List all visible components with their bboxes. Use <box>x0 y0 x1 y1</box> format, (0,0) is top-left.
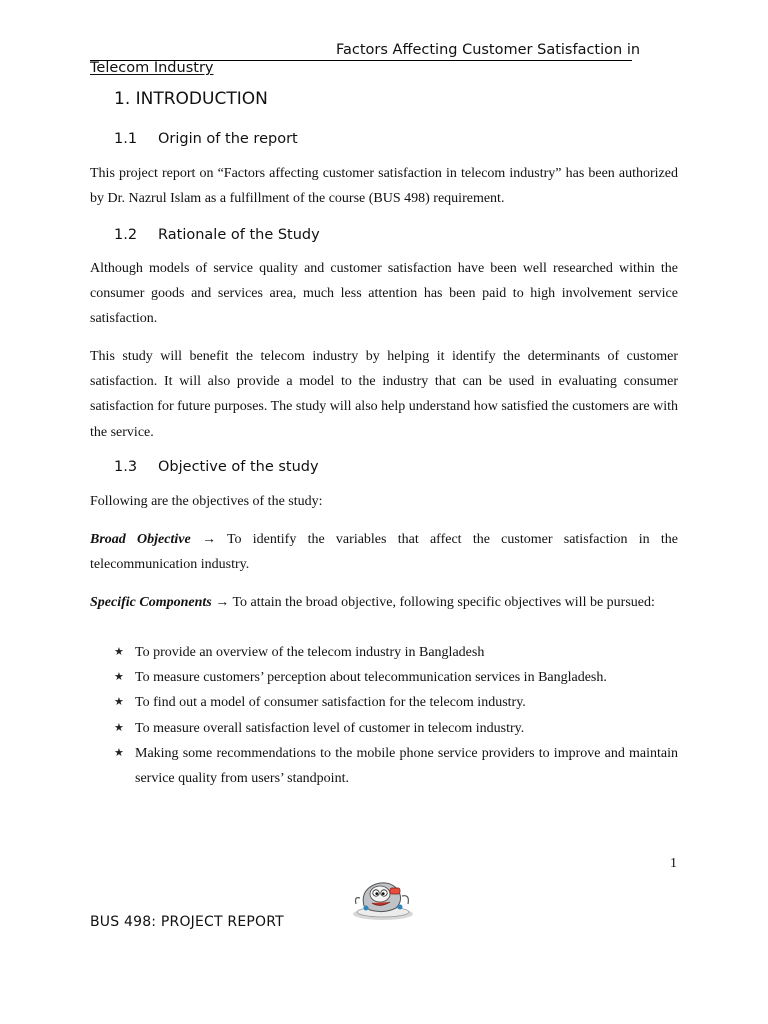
star-bullet-icon: ★ <box>114 646 124 658</box>
specific-components-text: → To attain the broad objective, following specific objectives will be pursued: <box>215 595 655 610</box>
paragraph-origin: This project report on “Factors affecting customer satisfaction in telecom industry” has been authorized by Dr. Nazrul Islam as a fulfillment of the course (BUS 498) requirement. <box>90 166 678 207</box>
star-bullet-icon: ★ <box>114 746 124 759</box>
telephone-mascot-icon <box>350 876 416 922</box>
running-header-line2: Telecom Industry <box>90 60 214 76</box>
paragraph-specific-components <box>90 590 678 615</box>
subsection-title: Origin of the report <box>158 131 298 147</box>
list-item <box>114 741 678 791</box>
subsection-title: Objective of the study <box>158 459 319 475</box>
list-item-text: To find out a model of consumer satisfaction for the telecom industry. <box>135 695 526 711</box>
subsection-heading-objective <box>114 459 319 475</box>
paragraph-rationale-2: This study will benefit the telecom industry by helping it identify the determinants of customer satisfaction. It will also provide a model to the industry that can be used in evaluating consumer satisfaction for future purposes. The study will also help understand how satisfied the customers are with the service. <box>90 349 678 440</box>
list-item-text: To measure overall satisfaction level of customer in telecom industry. <box>135 720 525 736</box>
star-bullet-icon: ★ <box>114 721 124 734</box>
running-header-line1: Factors Affecting Customer Satisfaction in <box>336 42 641 58</box>
paragraph-objectives-intro: Following are the objectives of the study: <box>90 494 323 509</box>
broad-objective-label: Broad Objective <box>90 532 191 547</box>
list-item <box>114 640 678 665</box>
list-item <box>114 716 678 741</box>
star-bullet-icon: ★ <box>114 696 124 709</box>
paragraph-rationale-1: Although models of service quality and customer satisfaction have been well researched within the consumer goods and services area, much less attention has been paid to high involvement service satisfaction. <box>90 261 678 327</box>
subsection-title: Rationale of the Study <box>158 227 320 243</box>
list-item <box>114 690 678 715</box>
subsection-heading-origin <box>114 131 298 147</box>
paragraph-broad-objective <box>90 527 678 577</box>
subsection-number: 1.2 <box>114 227 138 243</box>
section-heading-introduction: 1. INTRODUCTION <box>114 89 268 109</box>
footer-report-title: BUS 498: PROJECT REPORT <box>90 914 284 930</box>
page-number: 1 <box>670 856 677 871</box>
objectives-list <box>114 640 678 791</box>
broad-objective-text: → To identify the variables that affect the customer satisfaction in the telecommunication industry. <box>90 532 679 573</box>
list-item-text: Making some recommendations to the mobile phone service providers to improve and maintain service quality from users’ standpoint. <box>135 745 678 787</box>
specific-components-label: Specific Components <box>90 595 212 610</box>
list-item-text: To provide an overview of the telecom industry in Bangladesh <box>135 645 485 660</box>
subsection-number: 1.3 <box>114 459 138 475</box>
subsection-number: 1.1 <box>114 131 138 147</box>
list-item-text: To measure customers’ perception about telecommunication services in Bangladesh. <box>135 670 607 686</box>
subsection-heading-rationale <box>114 227 320 243</box>
star-bullet-icon: ★ <box>114 671 124 684</box>
list-item <box>114 665 678 690</box>
